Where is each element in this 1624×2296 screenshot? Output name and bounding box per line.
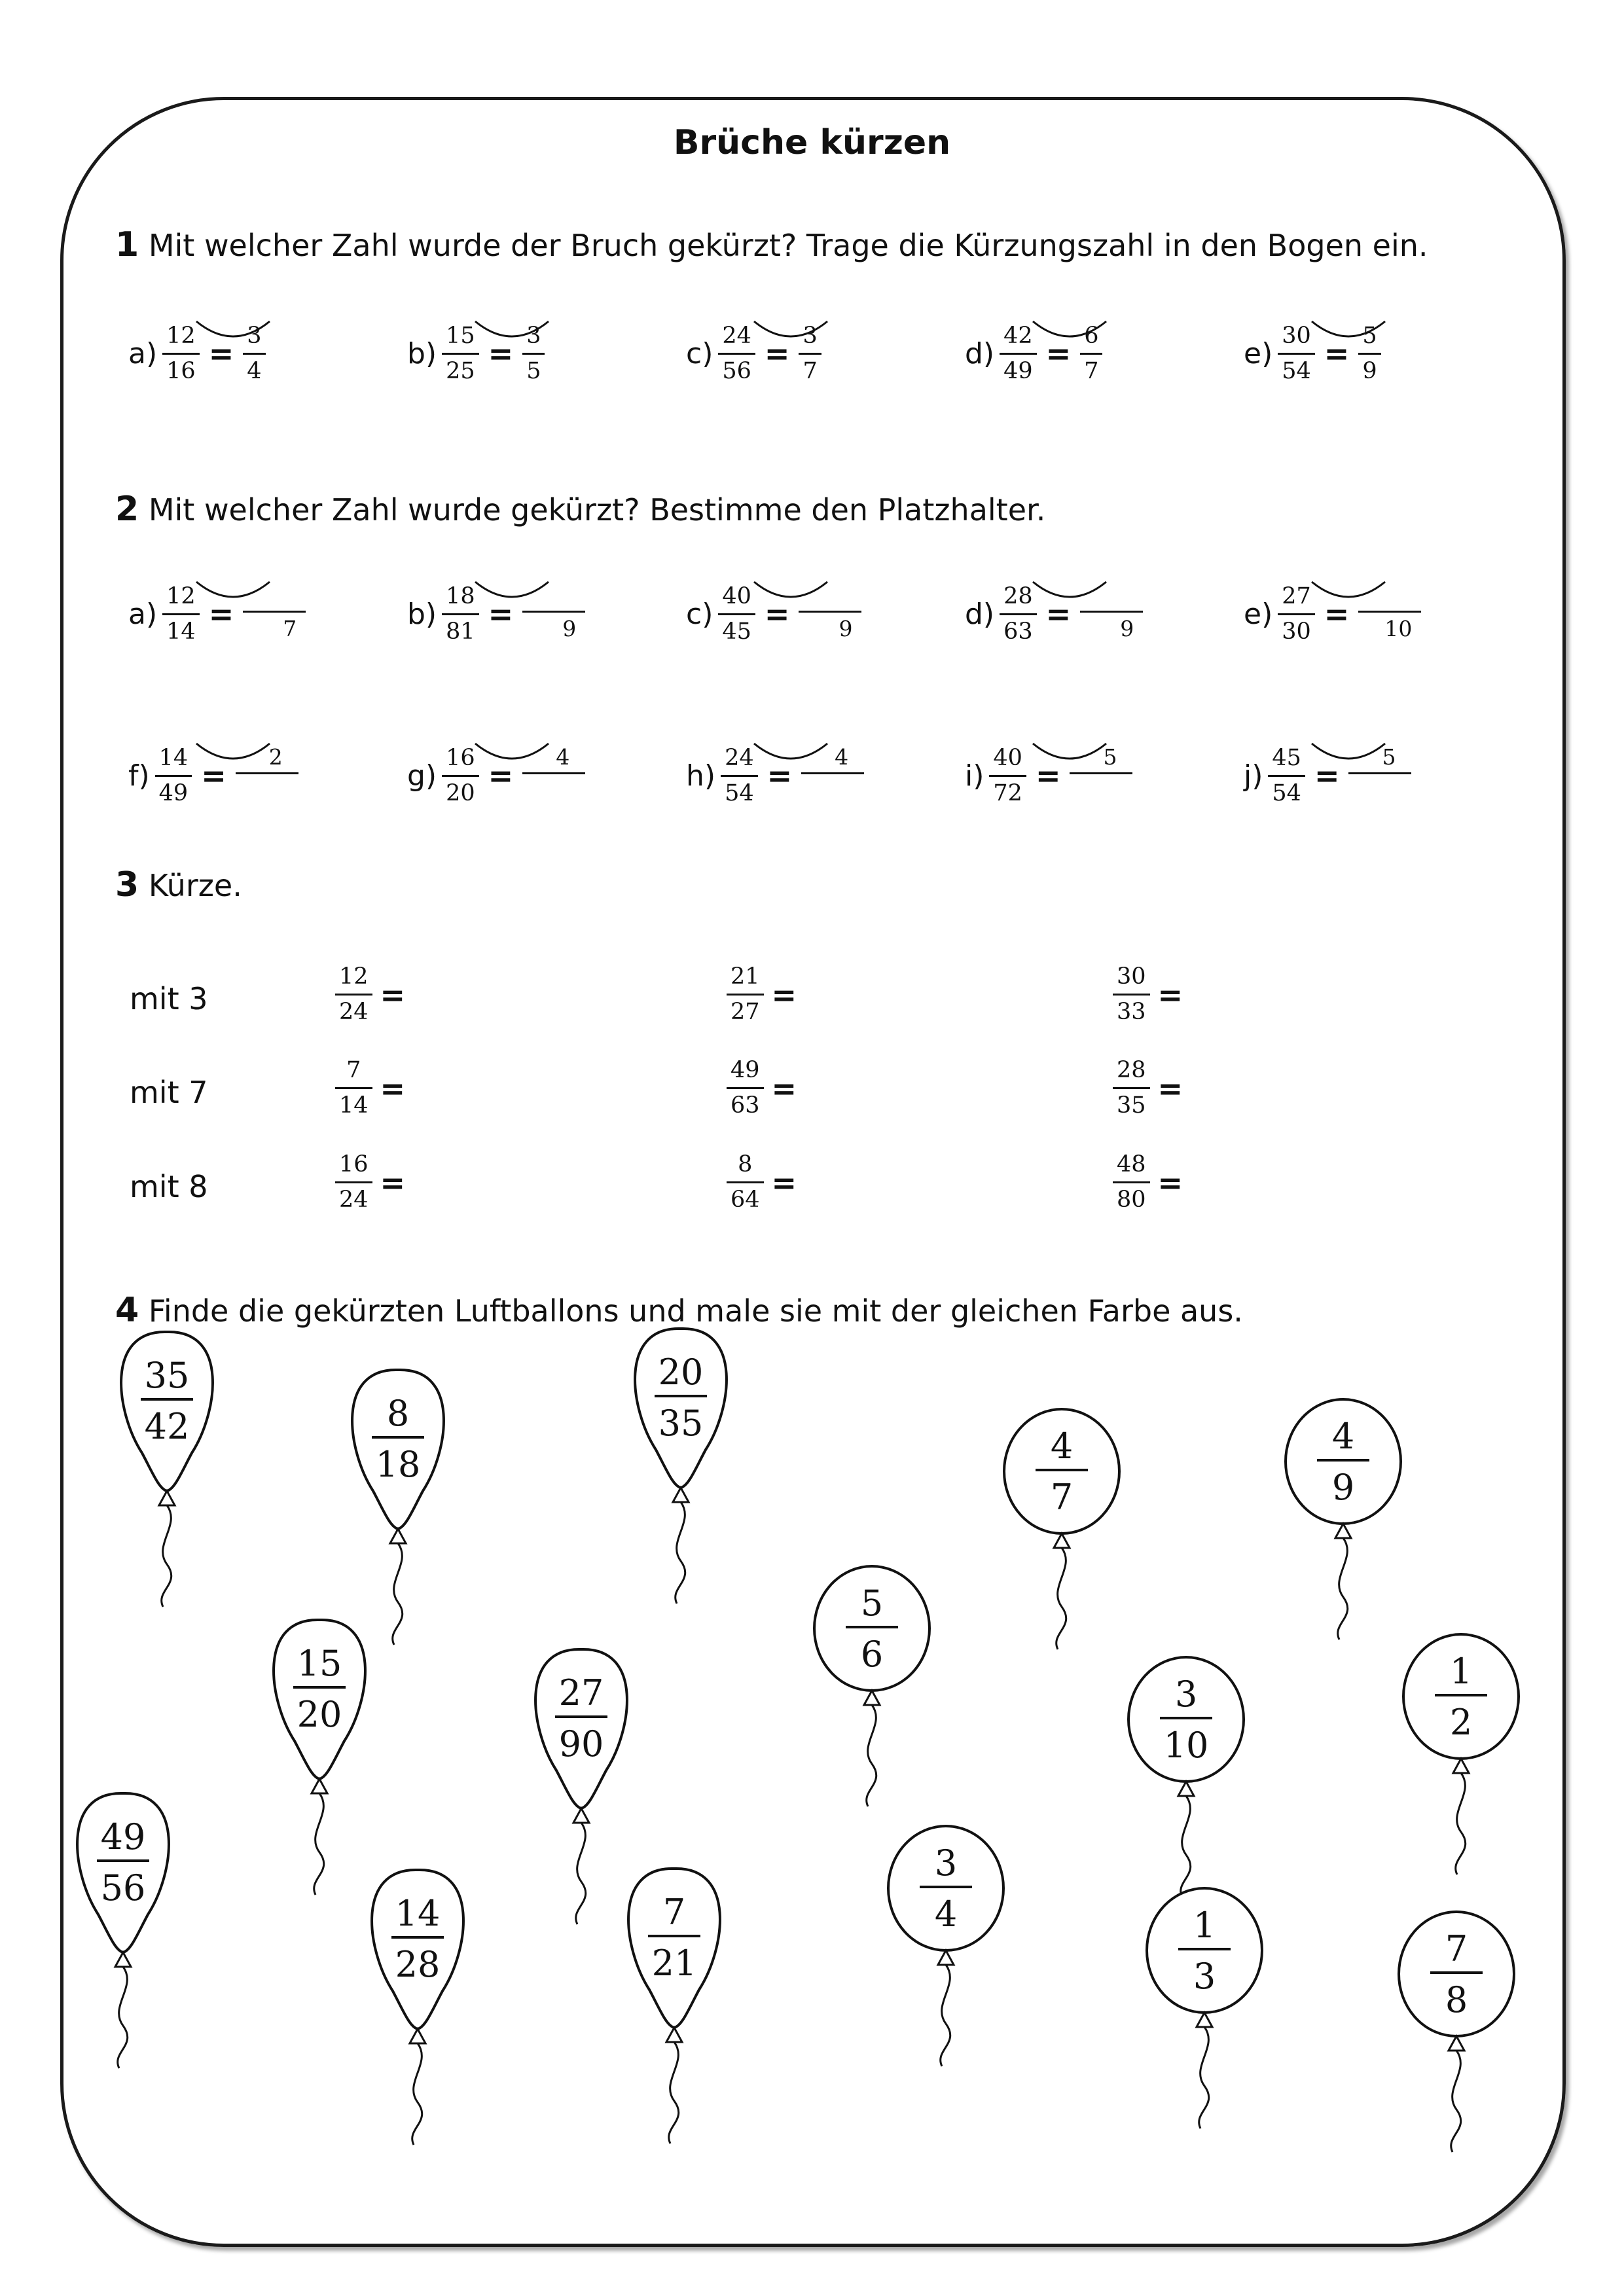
equals-sign: = (488, 596, 514, 632)
balloon-numerator: 20 (658, 1352, 704, 1393)
balloon-denominator: 10 (1163, 1725, 1209, 1766)
fraction-numerator: 49 (731, 1057, 760, 1083)
fraction-numerator: 30 (1117, 963, 1146, 990)
given-fraction-denominator: 45 (718, 613, 755, 643)
balloon-numerator: 14 (395, 1893, 441, 1934)
given-fraction-numerator: 30 (1282, 322, 1311, 349)
balloon-numerator: 5 (860, 1583, 884, 1624)
balloon-knot (1197, 2013, 1212, 2027)
item-label: j) (1244, 759, 1263, 793)
fraction-numerator: 28 (1117, 1057, 1146, 1083)
task1-text: Mit welcher Zahl wurde der Bruch gekürzt? Trage die Kürzungszahl in den Bogen ein. (148, 228, 1428, 263)
placeholder-numerator: 5 (1103, 744, 1117, 770)
equals-sign: = (771, 1070, 797, 1106)
fraction-denominator: 33 (1113, 994, 1150, 1024)
given-fraction-numerator: 42 (1003, 322, 1033, 349)
placeholder-denominator: 9 (1120, 615, 1134, 641)
fraction-denominator: 80 (1113, 1181, 1150, 1211)
balloon[interactable] (635, 1329, 727, 1604)
given-fraction-numerator: 24 (725, 744, 754, 771)
reduce-by-label: mit 8 (130, 1169, 208, 1204)
balloon-numerator: 1 (1193, 1905, 1216, 1946)
given-fraction-numerator: 15 (446, 322, 475, 349)
balloon[interactable] (1399, 1912, 1514, 2152)
given-fraction-numerator: 40 (722, 583, 751, 609)
given-fraction-denominator: 49 (155, 775, 192, 805)
given-fraction-denominator: 14 (162, 613, 200, 643)
balloon-knot (312, 1779, 327, 1793)
balloon-numerator: 7 (662, 1892, 686, 1933)
reduced-fraction-numerator: 6 (1084, 322, 1099, 349)
balloon-denominator: 56 (100, 1867, 146, 1909)
fraction-denominator: 35 (1113, 1087, 1150, 1117)
balloon-numerator: 7 (1445, 1928, 1468, 1969)
balloon-denominator: 35 (658, 1403, 704, 1444)
balloon-numerator: 3 (934, 1842, 958, 1884)
balloon-numerator: 1 (1449, 1651, 1473, 1692)
placeholder-numerator: 4 (556, 744, 570, 770)
balloon-denominator: 8 (1445, 1979, 1468, 2020)
balloon[interactable] (1403, 1634, 1519, 1874)
item-label: d) (965, 597, 995, 631)
equals-sign: = (1157, 1164, 1183, 1200)
fraction-denominator: 14 (335, 1087, 372, 1117)
fraction-numerator: 8 (738, 1151, 753, 1177)
balloon-string (314, 1793, 324, 1895)
placeholder-denominator: 7 (283, 615, 297, 641)
balloon-numerator: 4 (1331, 1416, 1355, 1457)
equals-sign: = (767, 758, 793, 793)
balloon-numerator: 27 (558, 1672, 604, 1713)
balloon-denominator: 2 (1449, 1702, 1473, 1743)
equals-sign: = (1045, 596, 1072, 632)
fraction-denominator: 24 (335, 1181, 372, 1211)
balloon-numerator: 49 (100, 1816, 146, 1857)
item-label: b) (407, 597, 437, 631)
balloon-string (1338, 1538, 1348, 1640)
balloon-knot (1449, 2036, 1464, 2051)
balloon-knot (159, 1491, 175, 1505)
task2-number: 2 (115, 490, 139, 529)
balloon[interactable] (1004, 1409, 1119, 1649)
balloon-knot (1178, 1782, 1194, 1796)
balloon-denominator: 90 (558, 1723, 604, 1765)
balloon-denominator: 28 (395, 1944, 441, 1985)
balloon[interactable] (535, 1649, 627, 1924)
balloon[interactable] (372, 1870, 463, 2145)
equals-sign: = (1324, 336, 1350, 371)
equals-sign: = (380, 977, 406, 1013)
reduced-fraction-numerator: 3 (247, 322, 262, 349)
balloon-knot (864, 1691, 880, 1705)
balloon-denominator: 9 (1331, 1467, 1355, 1508)
balloon-numerator: 4 (1050, 1426, 1074, 1467)
equals-sign: = (208, 336, 234, 371)
equals-sign: = (201, 758, 226, 793)
fraction-numerator: 48 (1117, 1151, 1146, 1177)
given-fraction-denominator: 54 (1268, 775, 1305, 805)
equals-sign: = (1045, 336, 1072, 371)
item-label: d) (965, 336, 995, 370)
equals-sign: = (488, 336, 514, 371)
item-label: h) (686, 759, 716, 793)
given-fraction-numerator: 45 (1272, 744, 1301, 771)
balloon-numerator: 35 (144, 1355, 190, 1396)
given-fraction-denominator: 63 (1000, 613, 1037, 643)
balloon-string (1199, 2027, 1209, 2128)
reduced-fraction-numerator: 5 (1362, 322, 1377, 349)
balloon-knot (673, 1488, 689, 1502)
balloon-knot (666, 2028, 682, 2042)
item-label: b) (407, 336, 437, 370)
reduced-fraction-denominator: 9 (1358, 353, 1380, 383)
reduced-fraction-denominator: 4 (243, 353, 265, 383)
task3-number: 3 (115, 865, 139, 905)
balloon-denominator: 20 (297, 1694, 342, 1735)
placeholder-numerator: 2 (268, 744, 283, 770)
item-label: g) (407, 759, 437, 793)
balloon-string (576, 1823, 586, 1924)
fraction-numerator: 21 (731, 963, 760, 990)
balloon-denominator: 3 (1193, 1956, 1216, 1997)
reduce-by-label: mit 3 (130, 981, 208, 1016)
given-fraction-denominator: 72 (989, 775, 1026, 805)
given-fraction-numerator: 14 (158, 744, 189, 771)
balloon-knot (1453, 1759, 1469, 1773)
equals-sign: = (771, 977, 797, 1013)
item-label: e) (1244, 336, 1273, 370)
equals-sign: = (771, 1164, 797, 1200)
given-fraction-denominator: 81 (442, 613, 479, 643)
balloon-string (393, 1543, 403, 1645)
reduced-fraction-denominator: 5 (522, 353, 545, 383)
balloon-knot (1054, 1534, 1070, 1548)
balloon[interactable] (1286, 1399, 1401, 1640)
balloon-string (1181, 1796, 1191, 1897)
balloon[interactable] (1128, 1657, 1244, 1897)
equals-sign: = (1157, 1070, 1183, 1106)
given-fraction-numerator: 27 (1282, 583, 1311, 609)
equals-sign: = (1157, 977, 1183, 1013)
item-label: c) (686, 336, 713, 370)
given-fraction-numerator: 12 (166, 583, 196, 609)
given-fraction-denominator: 16 (162, 353, 200, 383)
balloon[interactable] (121, 1332, 213, 1607)
fraction-denominator: 24 (335, 994, 372, 1024)
balloon-knot (390, 1529, 406, 1543)
balloon[interactable] (1147, 1888, 1262, 2128)
page-title: Brüche kürzen (673, 123, 951, 162)
balloon[interactable] (352, 1370, 444, 1645)
balloon-knot (1335, 1524, 1351, 1538)
balloon-string (941, 1965, 950, 2066)
placeholder-numerator: 4 (835, 744, 849, 770)
balloon-denominator: 21 (651, 1943, 697, 1984)
equals-sign: = (380, 1164, 406, 1200)
fraction-denominator: 64 (727, 1181, 764, 1211)
balloon[interactable] (77, 1793, 169, 2068)
equals-sign: = (488, 758, 514, 793)
reduced-fraction-numerator: 3 (803, 322, 818, 349)
fraction-denominator: 27 (727, 994, 764, 1024)
balloon-denominator: 6 (860, 1634, 884, 1675)
balloon-string (867, 1705, 876, 1806)
given-fraction-numerator: 16 (446, 744, 475, 771)
balloon-denominator: 7 (1050, 1477, 1074, 1518)
balloon[interactable] (274, 1620, 365, 1895)
balloon-string (1056, 1548, 1066, 1649)
fraction-denominator: 63 (727, 1087, 764, 1117)
task3-text: Kürze. (148, 868, 242, 903)
balloon[interactable] (628, 1869, 720, 2144)
balloon-string (1456, 1773, 1466, 1874)
given-fraction-denominator: 20 (442, 775, 479, 805)
task4-text: Finde die gekürzten Luftballons und male sie mit der gleichen Farbe aus. (148, 1293, 1243, 1329)
balloon-numerator: 15 (297, 1643, 342, 1684)
balloon-numerator: 8 (386, 1393, 410, 1434)
balloon-knot (573, 1808, 589, 1823)
given-fraction-denominator: 25 (442, 353, 479, 383)
item-label: a) (128, 597, 158, 631)
placeholder-denominator: 10 (1384, 615, 1413, 641)
item-label: f) (128, 759, 150, 793)
fraction-numerator: 7 (346, 1057, 361, 1083)
balloon[interactable] (814, 1566, 929, 1806)
equals-sign: = (1324, 596, 1350, 632)
given-fraction-denominator: 54 (1278, 353, 1315, 383)
balloon-string (118, 1967, 128, 2068)
balloon-string (676, 1502, 685, 1604)
given-fraction-numerator: 18 (446, 583, 475, 609)
task1-number: 1 (115, 225, 139, 264)
balloon-knot (938, 1950, 954, 1965)
given-fraction-numerator: 24 (722, 322, 751, 349)
placeholder-denominator: 9 (839, 615, 853, 641)
given-fraction-numerator: 40 (993, 744, 1022, 771)
given-fraction-denominator: 49 (1000, 353, 1037, 383)
balloon[interactable] (888, 1826, 1003, 2066)
given-fraction-denominator: 56 (718, 353, 755, 383)
task4-number: 4 (115, 1291, 139, 1330)
balloon-knot (115, 1952, 131, 1967)
fraction-numerator: 12 (339, 963, 369, 990)
item-label: a) (128, 336, 158, 370)
balloon-knot (410, 2029, 425, 2043)
reduced-fraction-numerator: 3 (526, 322, 541, 349)
equals-sign: = (208, 596, 234, 632)
given-fraction-denominator: 30 (1278, 613, 1315, 643)
item-label: e) (1244, 597, 1273, 631)
balloon-denominator: 4 (934, 1893, 958, 1935)
fraction-numerator: 16 (339, 1151, 369, 1177)
equals-sign: = (380, 1070, 406, 1106)
balloon-string (669, 2042, 679, 2144)
reduce-by-label: mit 7 (130, 1075, 208, 1110)
task2-text: Mit welcher Zahl wurde gekürzt? Bestimme den Platzhalter. (148, 492, 1046, 528)
given-fraction-numerator: 28 (1003, 583, 1033, 609)
balloon-string (162, 1505, 171, 1607)
given-fraction-denominator: 54 (721, 775, 758, 805)
reduced-fraction-denominator: 7 (1080, 353, 1102, 383)
given-fraction-numerator: 12 (166, 322, 196, 349)
equals-sign: = (764, 596, 790, 632)
equals-sign: = (1314, 758, 1340, 793)
balloon-string (412, 2043, 422, 2145)
balloon-denominator: 42 (144, 1406, 190, 1447)
balloon-numerator: 3 (1174, 1674, 1198, 1715)
equals-sign: = (1035, 758, 1061, 793)
balloon-string (1451, 2051, 1461, 2152)
placeholder-numerator: 5 (1382, 744, 1396, 770)
reduced-fraction-denominator: 7 (799, 353, 821, 383)
equals-sign: = (764, 336, 790, 371)
item-label: i) (965, 759, 984, 793)
item-label: c) (686, 597, 713, 631)
balloon-denominator: 18 (375, 1444, 421, 1485)
placeholder-denominator: 9 (562, 615, 577, 641)
